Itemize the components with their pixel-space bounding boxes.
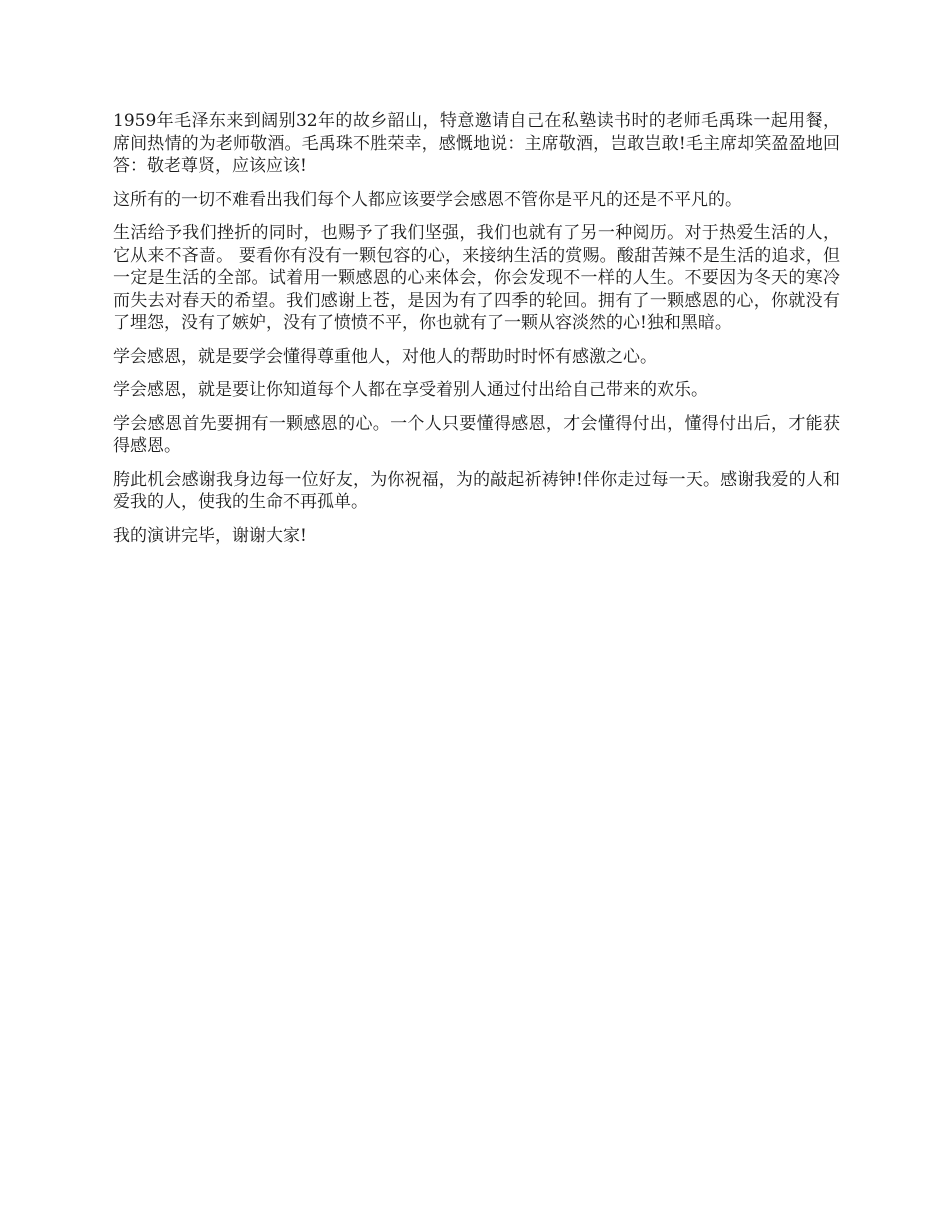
paragraph-thank-friends: 胯此机会感谢我身边每一位好友，为你祝福，为的敲起祈祷钟!伴你走过每一天。感谢我爱的人和爱我的人，使我的生命不再孤单。 (113, 469, 840, 512)
paragraph-closing: 我的演讲完毕，谢谢大家! (113, 525, 307, 546)
paragraph-mao-anecdote: 1959年毛泽东来到阔别32年的故乡韶山，特意邀请自己在私塾读书时的老师毛禹珠一起用餐，席间热情的为老师敬酒。毛禹珠不胜荣幸，感慨地说：主席敬酒，岂敢岂敢!毛主席却笑盈盈地回答：敬老尊贤，应该应该! (113, 111, 840, 176)
paragraph-respect-others: 学会感恩，就是要学会懂得尊重他人，对他人的帮助时时怀有感激之心。 (113, 346, 657, 367)
paragraph-life-setbacks: 生活给予我们挫折的同时，也赐予了我们坚强，我们也就有了另一种阅历。对于热爱生活的人，它从来不吝啬。 要看你有没有一颗包容的心，来接纳生活的赏赐。酸甜苦辣不是生活的追求，但一定是生活的全部。试着用一颗感恩的心来体会，你会发现不一样的人生。不要因为冬天的寒冷而失去对春天的希望。我们感谢上苍，是因为有了四季的轮回。拥有了一颗感恩的心，你就没有了埋怨，没有了嫉妒，没有了愤愤不平，你也就有了一颗从容淡然的心!独和黑暗。 (113, 223, 840, 333)
paragraph-everyone-gratitude: 这所有的一切不难看出我们每个人都应该要学会感恩不管你是平凡的还是不平凡的。 (113, 189, 742, 210)
document-body (113, 110, 840, 558)
paragraph-enjoy-others-effort: 学会感恩，就是要让你知道每个人都在享受着别人通过付出给自己带来的欢乐。 (113, 380, 708, 400)
paragraph-grateful-heart: 学会感恩首先要拥有一颗感恩的心。一个人只要懂得感恩，才会懂得付出，懂得付出后，才能获得感恩。 (113, 413, 840, 456)
